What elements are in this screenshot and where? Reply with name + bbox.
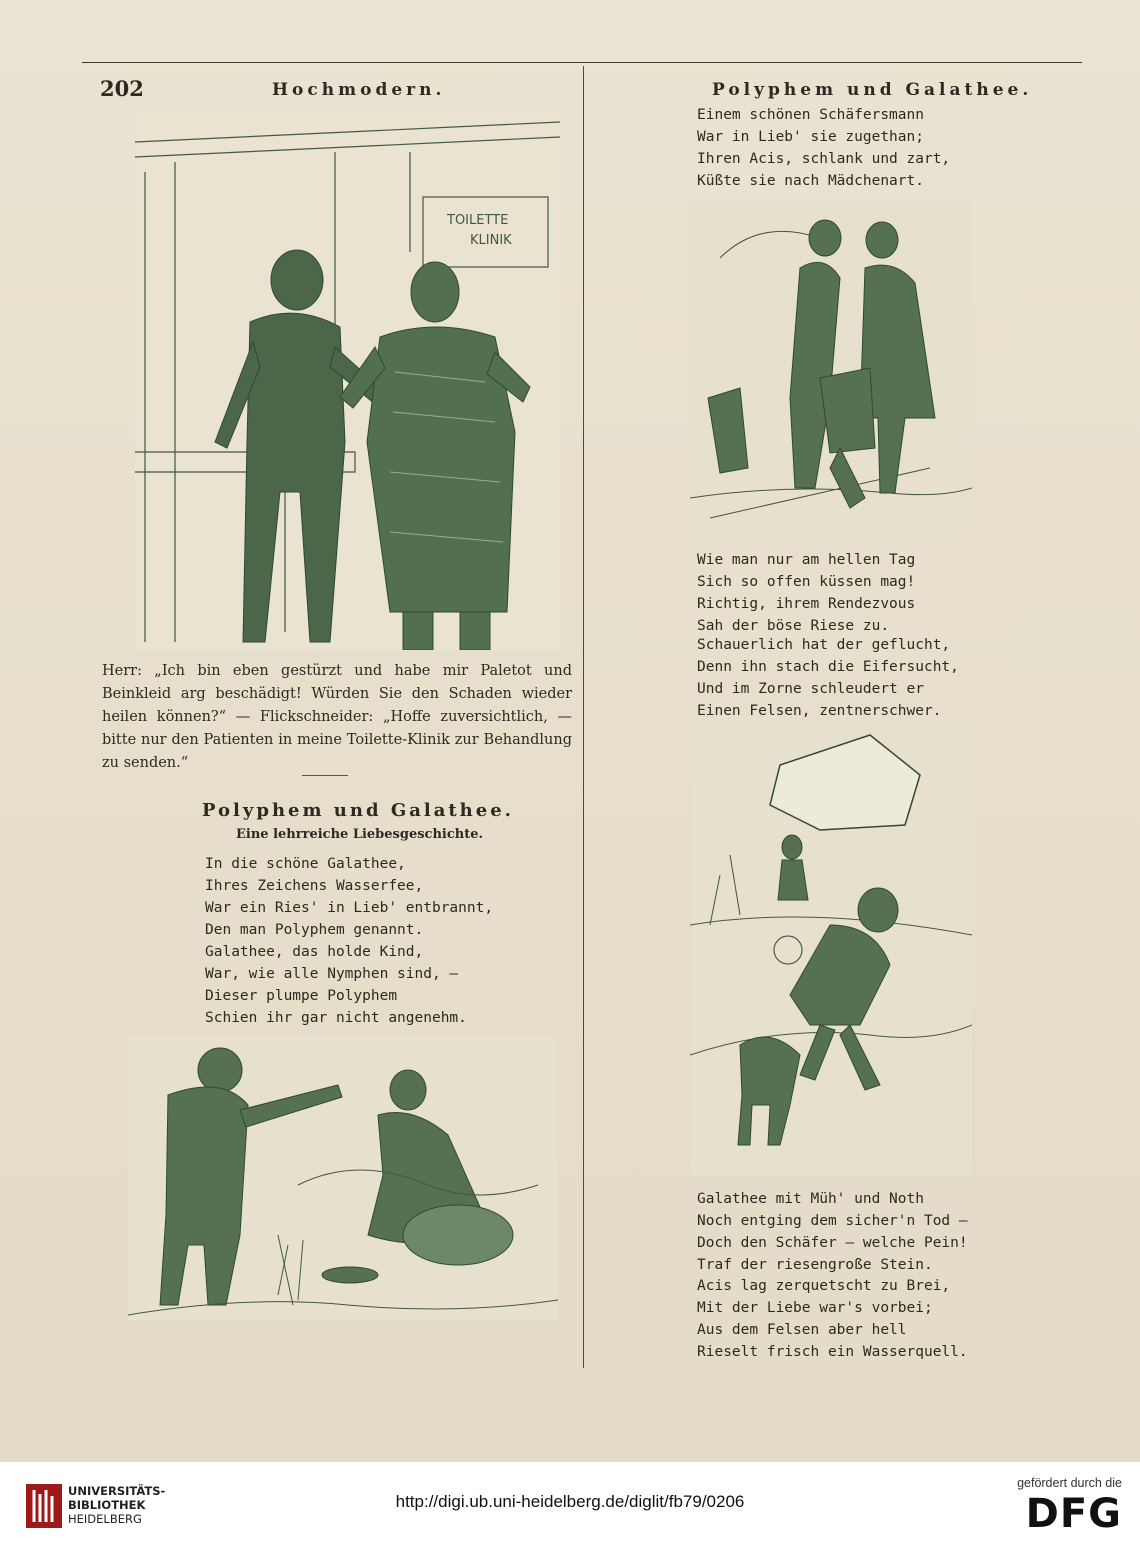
permalink-url[interactable]: http://digi.ub.uni-heidelberg.de/diglit/fb79/0206 xyxy=(395,1492,745,1511)
verse-6: Galathee mit Müh' und Noth Noch entging dem sicher'n Tod — Doch den Schäfer — welche Pein! Traf der riesengroße Stein. xyxy=(697,1191,968,1273)
story-subtitle: Eine lehrreiche Liebesgeschichte. xyxy=(236,827,484,842)
right-heading: Polyphem und Galathee. xyxy=(712,80,1033,100)
polyphem-galathee-illustration xyxy=(128,1035,558,1320)
verse-1: In die schöne Galathee, Ihres Zeichens Wasserfee, War ein Ries' in Lieb' entbrannt, Den man Polyphem genannt. xyxy=(205,856,494,938)
acis-galathee-kiss-illustration xyxy=(690,198,972,533)
left-heading: Hochmodern. xyxy=(272,80,446,100)
rock-thrown-illustration xyxy=(690,725,972,1175)
verse-3: Einem schönen Schäfersmann War in Lieb' sie zugethan; Ihren Acis, schlank und zart, Küßte sie nach Mädchenart. xyxy=(697,107,951,189)
section-rule xyxy=(302,775,348,776)
verse-2: Galathee, das holde Kind, War, wie alle Nymphen sind, — Dieser plumpe Polyphem Schien ihr gar nicht angenehm. xyxy=(205,944,467,1026)
library-line-1: UNIVERSITÄTS- xyxy=(68,1484,166,1498)
verse-5: Schauerlich hat der geflucht, Denn ihn stach die Eifersucht, Und im Zorne schleudert er Einen Felsen, zentnerschwer. xyxy=(697,637,959,719)
library-line-2: BIBLIOTHEK xyxy=(68,1498,146,1512)
cartoon-caption: Herr: „Ich bin eben gestürzt und habe mir Paletot und Beinkleid arg beschädigt! Würden Sie den Schaden wieder heilen können?“ — Flickschneider: „Hoffe zuversichtlich, — bitte nur den Patienten in meine Toilette-Klinik zur Behandlung zu senden.“ xyxy=(102,663,572,771)
story-title: Polyphem und Galathee. xyxy=(202,800,514,821)
tailor-cartoon-drawing xyxy=(135,112,560,650)
page-number: 202 xyxy=(100,76,144,101)
sign-text-line1: TOILETTE xyxy=(447,213,509,228)
tailor-cartoon-illustration xyxy=(135,112,560,650)
dfg-logo: DFG xyxy=(1025,1491,1122,1537)
verse-7: Acis lag zerquetscht zu Brei, Mit der Liebe war's vorbei; Aus dem Felsen aber hell Rieselt frisch ein Wasserquell. xyxy=(697,1278,968,1360)
funding-caption: gefördert durch die xyxy=(1017,1476,1122,1490)
polyphem-galathee-drawing xyxy=(128,1035,558,1320)
viewer-footer xyxy=(0,1462,1140,1547)
verse-4: Wie man nur am hellen Tag Sich so offen küssen mag! Richtig, ihrem Rendezvous Sah der böse Riese zu. xyxy=(697,552,916,634)
sign-text-line2: KLINIK xyxy=(470,233,512,248)
column-divider xyxy=(583,66,584,1368)
rock-thrown-drawing xyxy=(690,725,972,1175)
acis-galathee-kiss-drawing xyxy=(690,198,972,533)
library-line-3: HEIDELBERG xyxy=(68,1512,142,1526)
